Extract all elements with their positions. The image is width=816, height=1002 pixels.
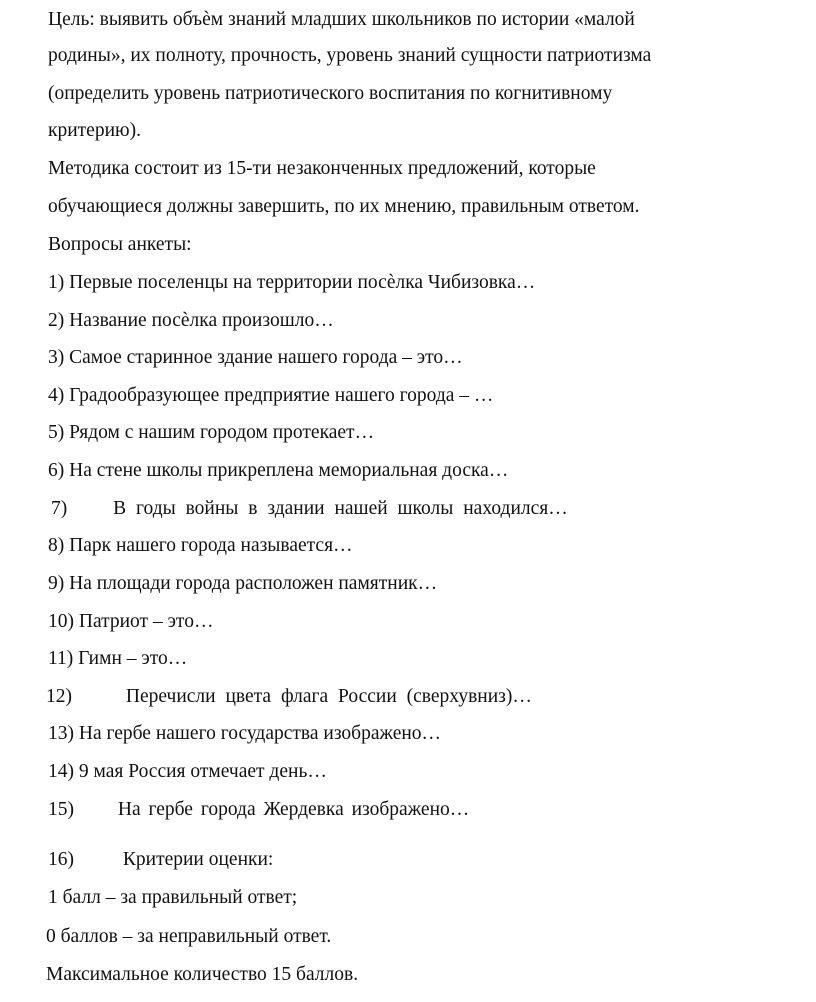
question-number: 6) [48, 460, 65, 481]
question-item [48, 847, 273, 873]
goal-line-3: (определить уровень патриотического воспитания по когнитивному [48, 83, 613, 104]
question-item [48, 420, 374, 446]
question-item [48, 646, 187, 672]
question-text: На стене школы прикреплена мемориальная доска… [69, 460, 509, 481]
question-item [48, 458, 508, 484]
question-item [48, 609, 213, 635]
criteria-correct: 1 балл – за правильный ответ; [48, 887, 298, 908]
question-text: 9 мая Россия отмечает день… [78, 761, 327, 782]
question-item [48, 721, 441, 747]
question-text: Перечисли цвета флага России (сверхувниз)… [125, 686, 532, 707]
question-number: 12) [46, 686, 72, 707]
question-number: 11) [48, 648, 74, 669]
question-number: 8) [48, 535, 65, 556]
question-text: На площади города расположен памятник… [69, 573, 438, 594]
question-text: На гербе нашего государства изображено… [78, 723, 442, 744]
question-number: 13) [48, 723, 74, 744]
question-item [48, 533, 353, 559]
goal-line-1: Цель: выявить объѐм знаний младших школьников по истории «малой [48, 9, 635, 30]
question-number: 7) [51, 498, 68, 519]
goal-line-2: родины», их полноту, прочность, уровень знаний сущности патриотизма [48, 45, 652, 66]
goal-line-4: критерию). [48, 120, 141, 141]
question-item [48, 345, 463, 371]
question-item [48, 797, 469, 823]
method-line-2: обучающиеся должны завершить, по их мнению, правильным ответом. [48, 196, 640, 217]
question-item [48, 571, 437, 597]
question-number: 4) [48, 385, 65, 406]
question-text: Патриот – это… [78, 611, 214, 632]
question-item [46, 684, 532, 710]
question-text: Парк нашего города называется… [69, 535, 353, 556]
question-item [48, 383, 493, 409]
question-number: 2) [48, 310, 65, 331]
criteria-incorrect: 0 баллов – за неправильный ответ. [46, 926, 332, 947]
question-text: На гербе города Жердевка изображено… [117, 799, 470, 820]
question-number: 5) [48, 422, 65, 443]
criteria-heading: Критерии оценки: [122, 849, 274, 870]
question-number: 9) [48, 573, 65, 594]
question-number: 3) [48, 347, 65, 368]
question-text: Название посѐлка произошло… [69, 310, 334, 331]
question-text: Градообразующее предприятие нашего города – … [69, 385, 494, 406]
question-item [48, 759, 327, 785]
question-number: 16) [48, 849, 74, 870]
question-item [51, 496, 568, 522]
question-number: 1) [48, 272, 65, 293]
question-text: Первые поселенцы на территории посѐлка Чибизовка… [69, 272, 536, 293]
questions-heading: Вопросы анкеты: [48, 234, 192, 255]
method-line-1: Методика состоит из 15-ти незаконченных предложений, которые [48, 158, 596, 179]
question-text: Гимн – это… [78, 648, 188, 669]
question-text: Самое старинное здание нашего города – это… [69, 347, 463, 368]
question-text: В годы войны в здании нашей школы находился… [113, 498, 568, 519]
question-text: Рядом с нашим городом протекает… [69, 422, 375, 443]
question-number: 15) [48, 799, 74, 820]
question-item [48, 270, 535, 296]
question-item [48, 308, 334, 334]
question-number: 10) [48, 611, 74, 632]
question-number: 14) [48, 761, 74, 782]
criteria-maximum: Максимальное количество 15 баллов. [46, 964, 359, 985]
